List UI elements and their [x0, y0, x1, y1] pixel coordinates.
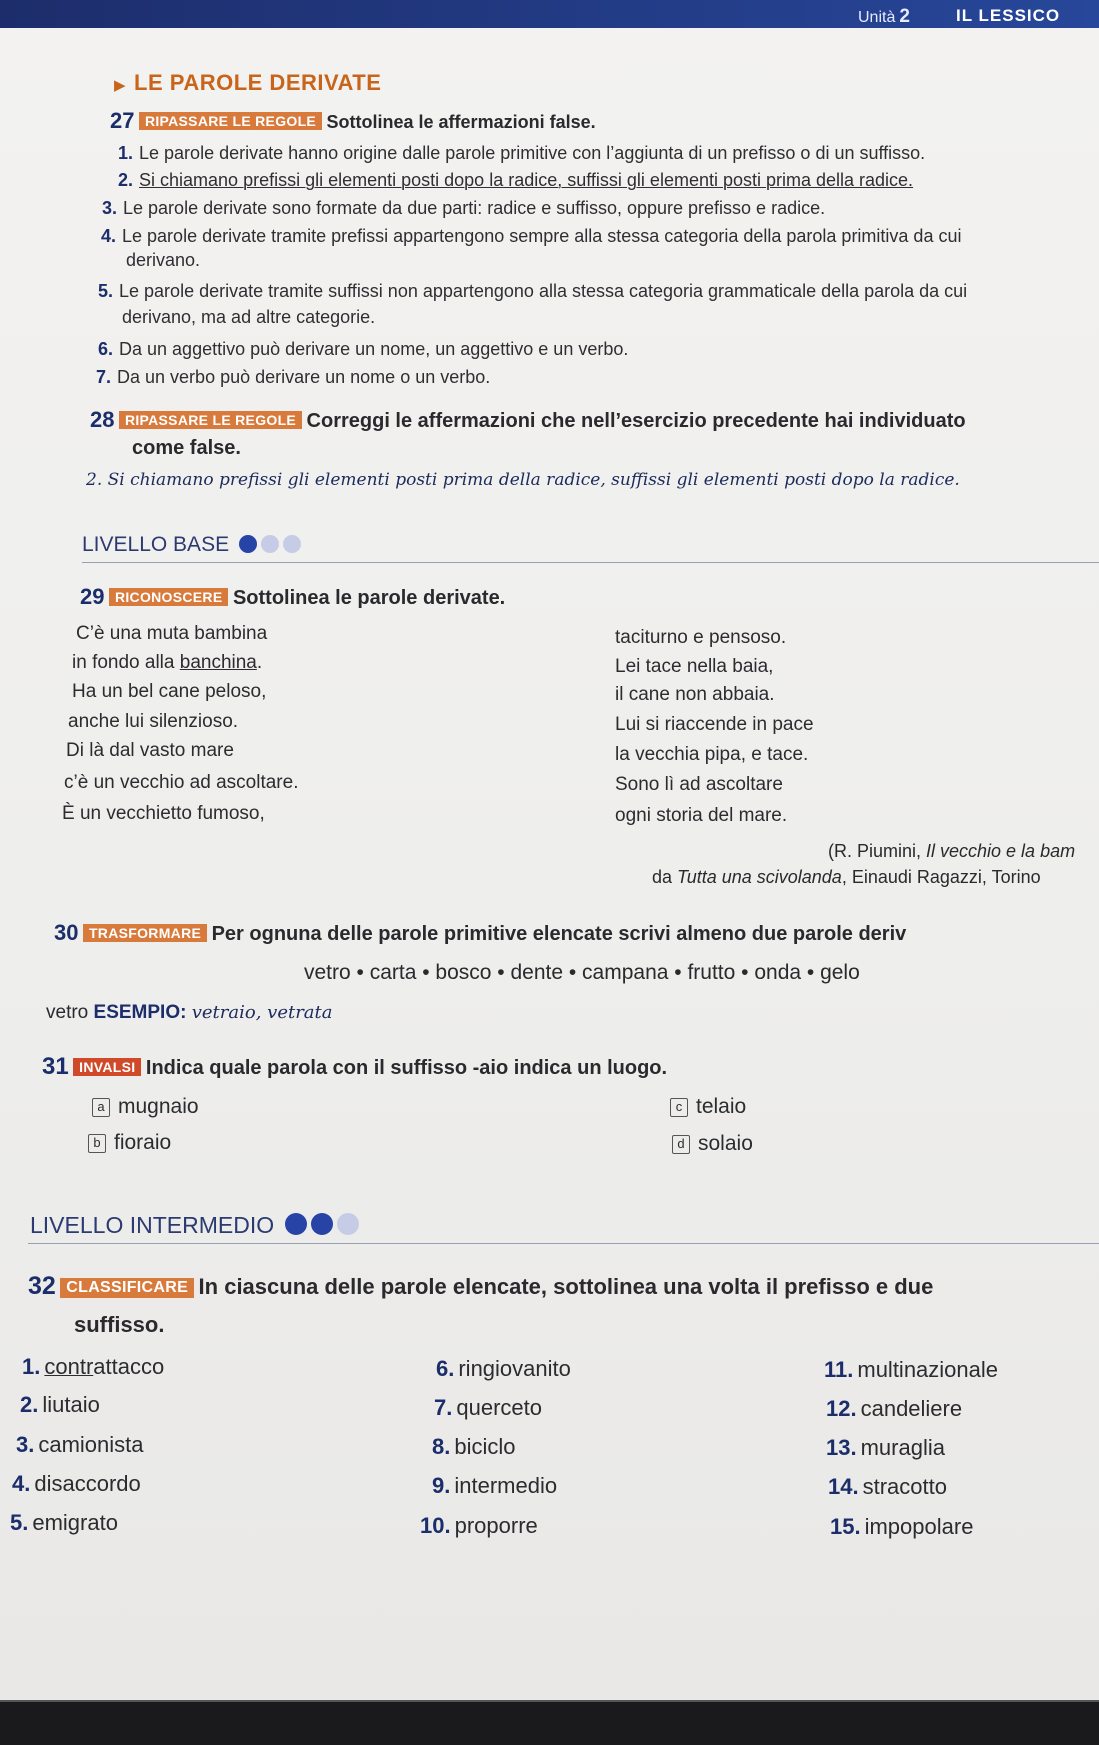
- poem-line: in fondo alla banchina.: [72, 652, 263, 673]
- grid-item: 3. camionista: [16, 1432, 144, 1457]
- poem-line: la vecchia pipa, e tace.: [615, 744, 809, 765]
- option-b[interactable]: b fioraio: [88, 1131, 171, 1155]
- level-dot-empty-icon: [261, 535, 279, 553]
- level-dot-filled-icon: [239, 535, 257, 553]
- poem-line: Di là dal vasto mare: [66, 740, 234, 761]
- exercise-tag: RIPASSARE LE REGOLE: [119, 411, 302, 429]
- example-line: vetro ESEMPIO: vetraio, vetrata: [46, 1002, 333, 1023]
- level-indicator-base: LIVELLO BASE: [82, 533, 301, 557]
- section-title: ▶ LE PAROLE DERIVATE: [114, 70, 382, 95]
- divider: [28, 1243, 1099, 1244]
- list-item: 7. Da un verbo può derivare un nome o un verbo.: [96, 367, 491, 387]
- poem-line: Ha un bel cane peloso,: [72, 681, 267, 702]
- exercise-tag: TRASFORMARE: [83, 924, 207, 942]
- grid-item: 4. disaccordo: [12, 1471, 141, 1496]
- grid-item: 11. multinazionale: [824, 1357, 999, 1382]
- poem-line: c’è un vecchio ad ascoltare.: [64, 772, 299, 793]
- handwritten-answer: 2. Si chiamano prefissi gli elementi posti prima della radice, suffissi gli elementi posti dopo la radice.: [86, 470, 960, 490]
- exercise-instruction: Per ognuna delle parole primitive elencate scrivi almeno due parole deriv: [211, 923, 907, 945]
- option-a[interactable]: a mugnaio: [92, 1095, 199, 1119]
- poem-line: anche lui silenzioso.: [68, 711, 239, 732]
- list-item: 4. Le parole derivate tramite prefissi appartengono sempre alla stessa categoria della parola primitiva da cui: [101, 226, 962, 246]
- exercise-tag: CLASSIFICARE: [60, 1278, 194, 1298]
- exercise-32-header: [28, 1272, 933, 1301]
- list-item: 3. Le parole derivate sono formate da due parti: radice e suffisso, oppure prefisso e radice.: [102, 198, 826, 218]
- list-item-continuation: derivano, ma ad altre categorie.: [122, 307, 376, 327]
- word-list: vetro • carta • bosco • dente • campana • frutto • onda • gelo: [304, 961, 860, 984]
- list-item-continuation: derivano.: [126, 250, 201, 270]
- poem-line: taciturno e pensoso.: [615, 627, 787, 648]
- level-dot-empty-icon: [283, 535, 301, 553]
- grid-item: 10. proporre: [420, 1513, 538, 1538]
- grid-item: 12. candeliere: [826, 1396, 963, 1421]
- exercise-instruction-continuation: come false.: [132, 437, 241, 459]
- level-dot-filled-icon: [311, 1213, 333, 1235]
- poem-text: in fondo alla: [72, 652, 180, 673]
- poem-line: ogni storia del mare.: [615, 805, 788, 826]
- list-item: 2. Si chiamano prefissi gli elementi posti dopo la radice, suffissi gli elementi posti prima della radice.: [118, 170, 914, 190]
- grid-item: 2. liutaio: [20, 1392, 100, 1417]
- exercise-tag: RICONOSCERE: [109, 588, 229, 606]
- grid-item: 9. intermedio: [432, 1473, 558, 1498]
- grid-item: 6. ringiovanito: [436, 1356, 571, 1381]
- poem-line: il cane non abbaia.: [615, 684, 775, 705]
- page-edge: [0, 1700, 1099, 1702]
- unit-header: [0, 0, 1099, 28]
- dark-background: [0, 1700, 1099, 1745]
- exercise-number: 30: [54, 920, 79, 945]
- exercise-instruction: Sottolinea le affermazioni false.: [326, 112, 596, 132]
- list-item: 5. Le parole derivate tramite suffissi non appartengono alla stessa categoria grammaticale della parola da cui: [98, 281, 968, 301]
- section-name: IL LESSICO: [956, 6, 1061, 25]
- grid-item: 14. stracotto: [828, 1474, 947, 1499]
- exercise-instruction-continuation: suffisso.: [74, 1312, 165, 1337]
- poem-source-publisher: da Tutta una scivolanda, Einaudi Ragazzi, Torino: [652, 867, 1041, 887]
- option-d[interactable]: d solaio: [672, 1132, 753, 1156]
- option-c[interactable]: c telaio: [670, 1095, 746, 1119]
- exercise-29-header: [80, 584, 505, 610]
- exercise-tag: RIPASSARE LE REGOLE: [139, 112, 322, 130]
- exercise-30-header: [54, 920, 906, 946]
- level-dot-filled-icon: [285, 1213, 307, 1235]
- grid-item: 1. contrattacco: [22, 1354, 165, 1379]
- exercise-28-header: [90, 407, 966, 433]
- exercise-number: 31: [42, 1053, 69, 1080]
- unit-label: Unità 2: [858, 6, 910, 27]
- exercise-number: 29: [80, 584, 105, 609]
- exercise-number: 28: [90, 407, 115, 432]
- level-dot-empty-icon: [337, 1213, 359, 1235]
- triangle-icon: ▶: [114, 77, 127, 94]
- exercise-instruction: In ciascuna delle parole elencate, sottolinea una volta il prefisso e due: [198, 1274, 934, 1299]
- poem-line: Lei tace nella baia,: [615, 656, 774, 677]
- exercise-number: 32: [28, 1272, 56, 1300]
- exercise-27-header: [110, 108, 596, 134]
- exercise-tag: INVALSI: [73, 1058, 141, 1076]
- poem-source: (R. Piumini, Il vecchio e la bam: [828, 841, 1076, 861]
- grid-item: 7. querceto: [434, 1395, 542, 1420]
- exercise-31-header: [42, 1053, 667, 1081]
- exercise-instruction: Indica quale parola con il suffisso -aio indica un luogo.: [145, 1057, 668, 1079]
- poem-line: Sono lì ad ascoltare: [615, 774, 783, 795]
- poem-line: È un vecchietto fumoso,: [62, 803, 265, 824]
- exercise-number: 27: [110, 108, 135, 133]
- poem-line: C’è una muta bambina: [76, 623, 268, 644]
- exercise-instruction: Sottolinea le parole derivate.: [232, 587, 506, 609]
- underlined-word: banchina: [179, 652, 257, 673]
- grid-item: 8. biciclo: [432, 1434, 516, 1459]
- poem-line: Lui si riaccende in pace: [615, 714, 814, 735]
- grid-item: 15. impopolare: [830, 1514, 974, 1539]
- list-item: 6. Da un aggettivo può derivare un nome, un aggettivo e un verbo.: [98, 339, 629, 359]
- level-indicator-intermediate: LIVELLO INTERMEDIO: [30, 1212, 359, 1239]
- list-item: 1. Le parole derivate hanno origine dalle parole primitive con l’aggiunta di un prefisso o di un suffisso.: [118, 143, 926, 163]
- exercise-instruction: Correggi le affermazioni che nell’esercizio precedente hai individuato: [306, 410, 966, 432]
- divider: [82, 562, 1099, 563]
- grid-item: 13. muraglia: [826, 1435, 945, 1460]
- grid-item: 5. emigrato: [10, 1510, 118, 1535]
